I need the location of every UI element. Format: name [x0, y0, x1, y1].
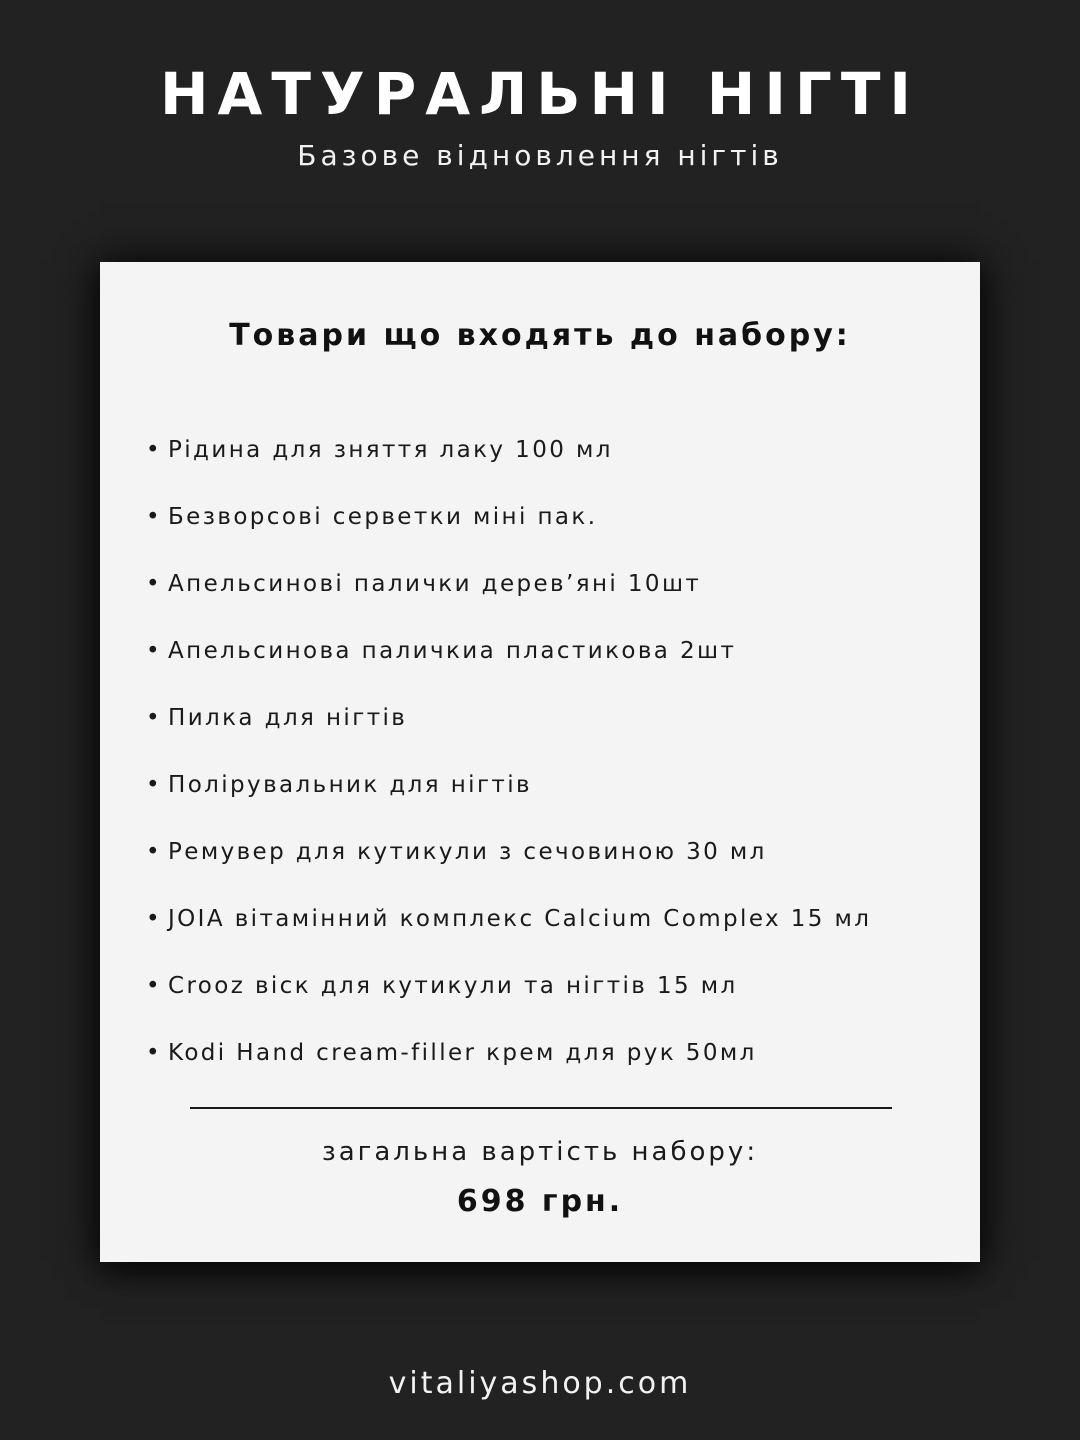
website-link[interactable]: vitaliyashop.com	[388, 1366, 692, 1401]
list-item-label: Безворсові серветки міні пак.	[168, 504, 598, 530]
product-set-card	[100, 262, 980, 1262]
bullet-icon: •	[146, 1040, 162, 1066]
total-price: 698 грн.	[456, 1184, 624, 1219]
total-label: загальна вартість набору:	[321, 1137, 759, 1167]
list-item	[146, 830, 966, 897]
page-subtitle: Базове відновлення нігтів	[297, 139, 783, 172]
list-item-label: Crooz віск для кутикули та нігтів 15 мл	[168, 973, 738, 999]
list-item	[146, 897, 966, 964]
bullet-icon: •	[146, 772, 162, 798]
bullet-icon: •	[146, 705, 162, 731]
list-item	[146, 763, 966, 830]
list-item-label: Пилка для нігтів	[168, 705, 408, 731]
bullet-icon: •	[146, 906, 162, 932]
bullet-icon: •	[146, 839, 162, 865]
product-list	[146, 428, 966, 1098]
list-item-label: Ремувер для кутикули з сечовиною 30 мл	[168, 839, 767, 865]
list-item	[146, 964, 966, 1031]
bullet-icon: •	[146, 973, 162, 999]
list-item	[146, 696, 966, 763]
bullet-icon: •	[146, 638, 162, 664]
list-item	[146, 495, 966, 562]
list-item-label: Полірувальник для нігтів	[168, 772, 532, 798]
list-item	[146, 1031, 966, 1098]
list-item-label: JOIA вітамінний комплекс Calcium Complex 15 мл	[168, 906, 872, 932]
list-item-label: Рідина для зняття лаку 100 мл	[168, 437, 613, 463]
list-item-label: Kodi Hand cream-filler крем для рук 50мл	[168, 1040, 757, 1066]
list-item	[146, 629, 966, 696]
list-item-label: Апельсинові палички дерев’яні 10шт	[168, 571, 702, 597]
card-heading: Товари що входять до набору:	[229, 318, 851, 353]
list-item	[146, 428, 966, 495]
bullet-icon: •	[146, 437, 162, 463]
list-item	[146, 562, 966, 629]
page-title: НАТУРАЛЬНІ НІГТІ	[159, 60, 921, 128]
divider	[190, 1107, 892, 1109]
bullet-icon: •	[146, 571, 162, 597]
bullet-icon: •	[146, 504, 162, 530]
header	[0, 52, 1080, 176]
list-item-label: Апельсинова паличкиа пластикова 2шт	[168, 638, 737, 664]
